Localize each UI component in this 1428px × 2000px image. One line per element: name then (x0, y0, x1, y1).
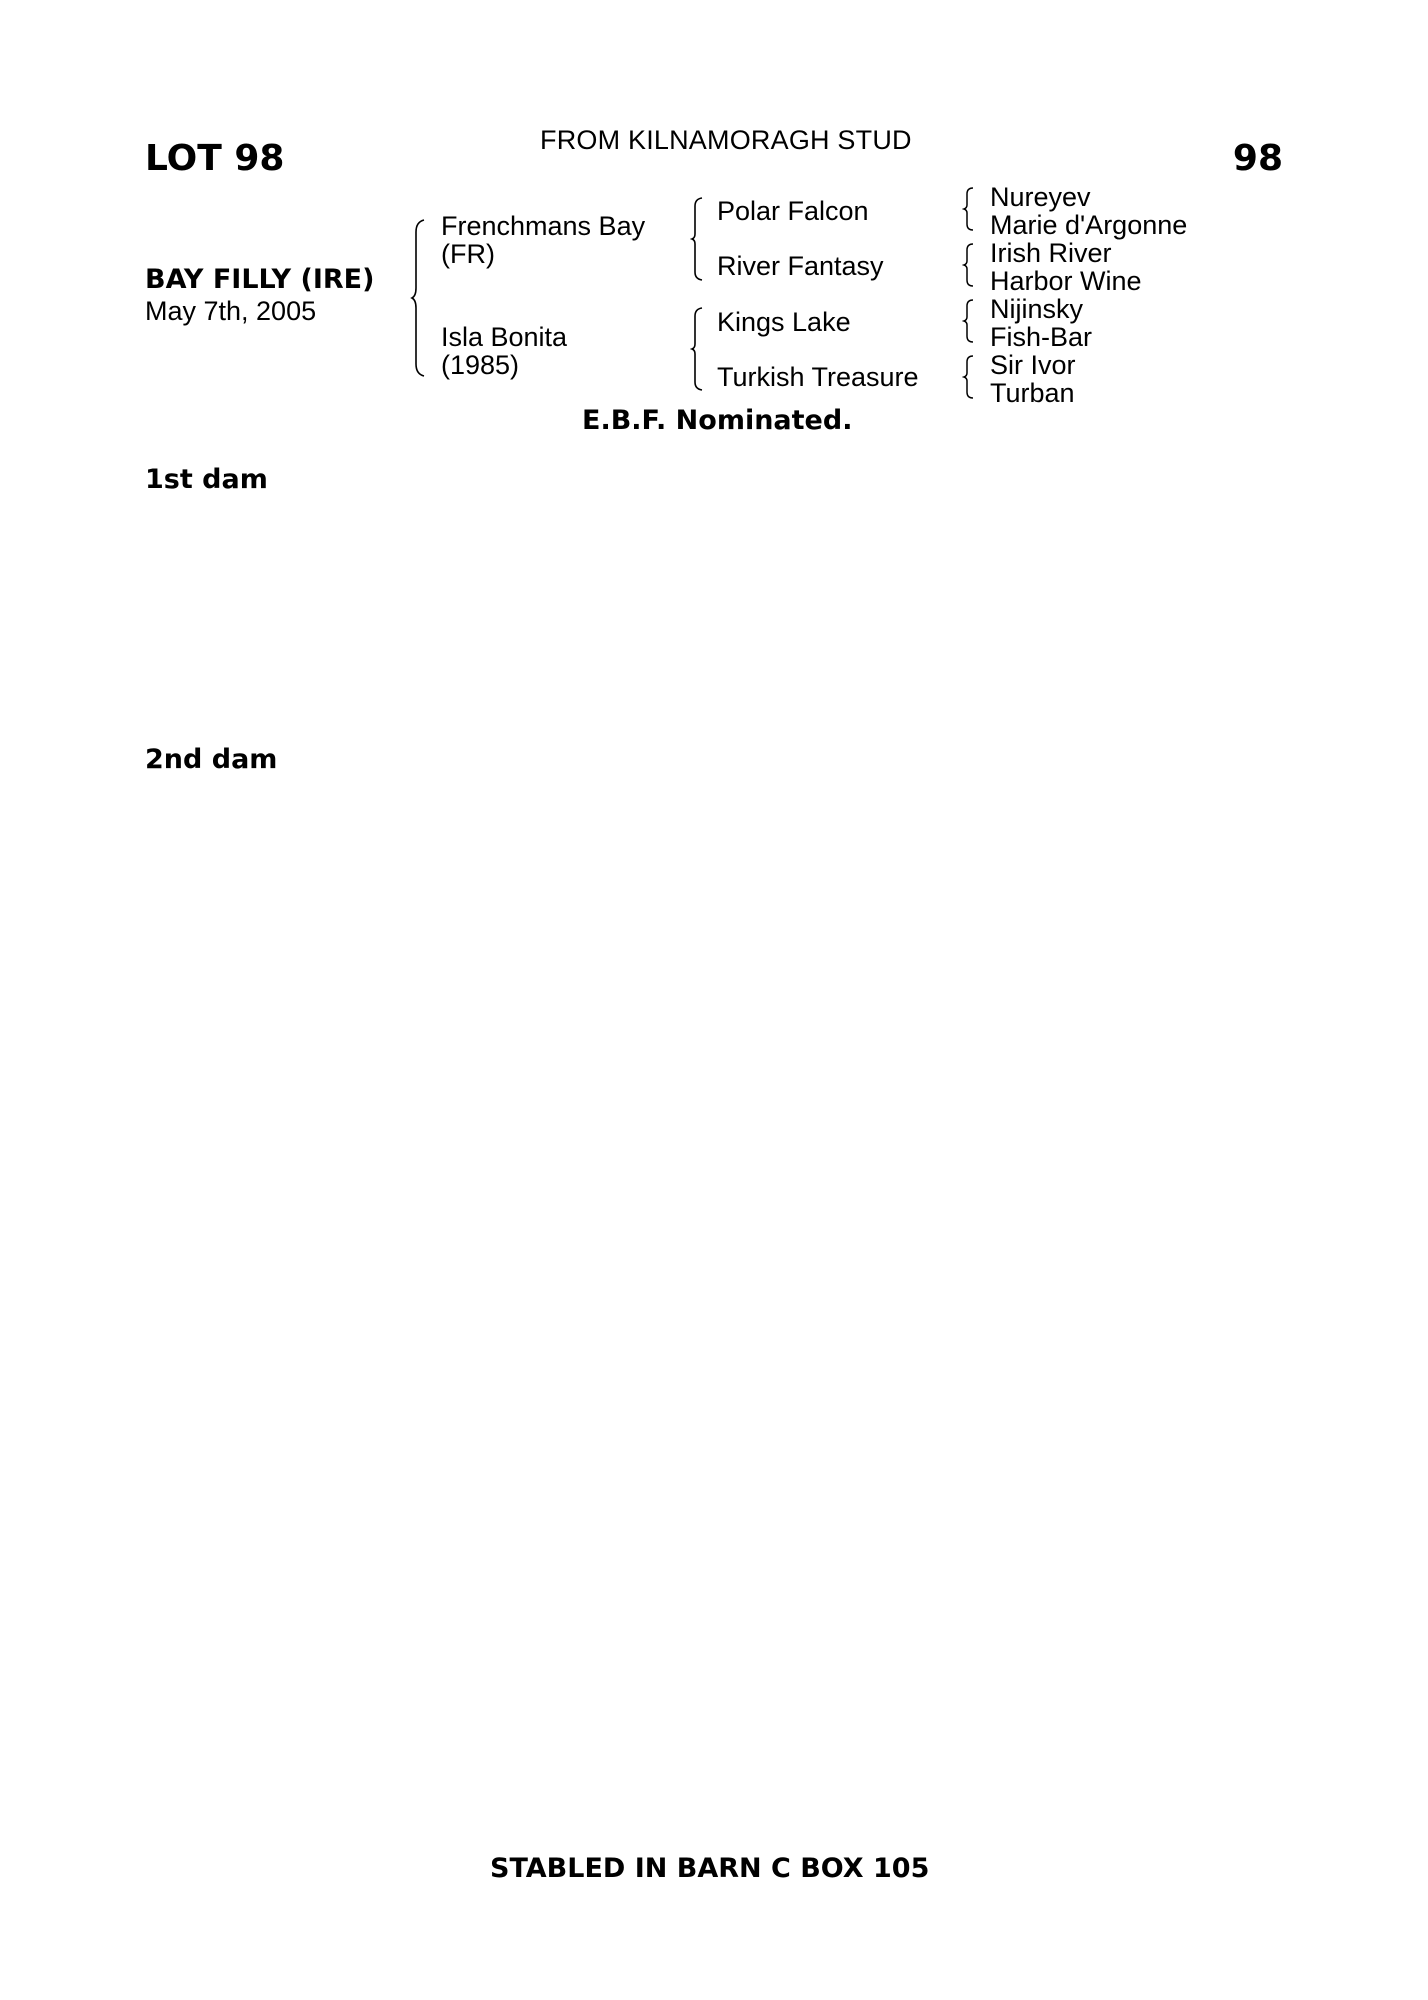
dam-name: Isla Bonita (441, 322, 568, 352)
gen3-3: Irish River (990, 238, 1112, 268)
foaling-date: May 7th, 2005 (145, 296, 317, 326)
gen2-1: Polar Falcon (717, 196, 869, 226)
second-dam-title: 2nd dam (145, 744, 278, 775)
brace-g3-2-icon (962, 242, 976, 288)
gen3-2: Marie d'Argonne (990, 210, 1188, 240)
gen3-6: Fish-Bar (990, 322, 1093, 352)
gen3-8: Turban (990, 378, 1075, 408)
brace-g3-4-icon (962, 354, 976, 400)
ebf-nominated: E.B.F. Nominated. (582, 405, 853, 436)
gen2-2: River Fantasy (717, 251, 884, 281)
brace-g3-3-icon (962, 298, 976, 344)
first-dam-title: 1st dam (145, 464, 268, 495)
gen2-4: Turkish Treasure (717, 362, 919, 392)
gen3-7: Sir Ivor (990, 350, 1076, 380)
gen3-5: Nijinsky (990, 294, 1084, 324)
lot-label: LOT 98 (145, 138, 285, 179)
dam-suffix: (1985) (441, 350, 520, 380)
horse-name: BAY FILLY (IRE) (145, 264, 375, 295)
lot-number: 98 (1232, 138, 1283, 179)
brace-sire-icon (690, 196, 706, 282)
consignor: FROM KILNAMORAGH STUD (540, 125, 912, 155)
brace-main-icon (410, 218, 430, 378)
brace-g3-1-icon (962, 186, 976, 232)
gen3-1: Nureyev (990, 182, 1091, 212)
stabling-footer: STABLED IN BARN C BOX 105 (490, 1853, 930, 1884)
sire-suffix: (FR) (441, 239, 495, 269)
gen2-3: Kings Lake (717, 307, 851, 337)
sire-name: Frenchmans Bay (441, 211, 646, 241)
brace-dam-icon (690, 306, 706, 392)
gen3-4: Harbor Wine (990, 266, 1142, 296)
